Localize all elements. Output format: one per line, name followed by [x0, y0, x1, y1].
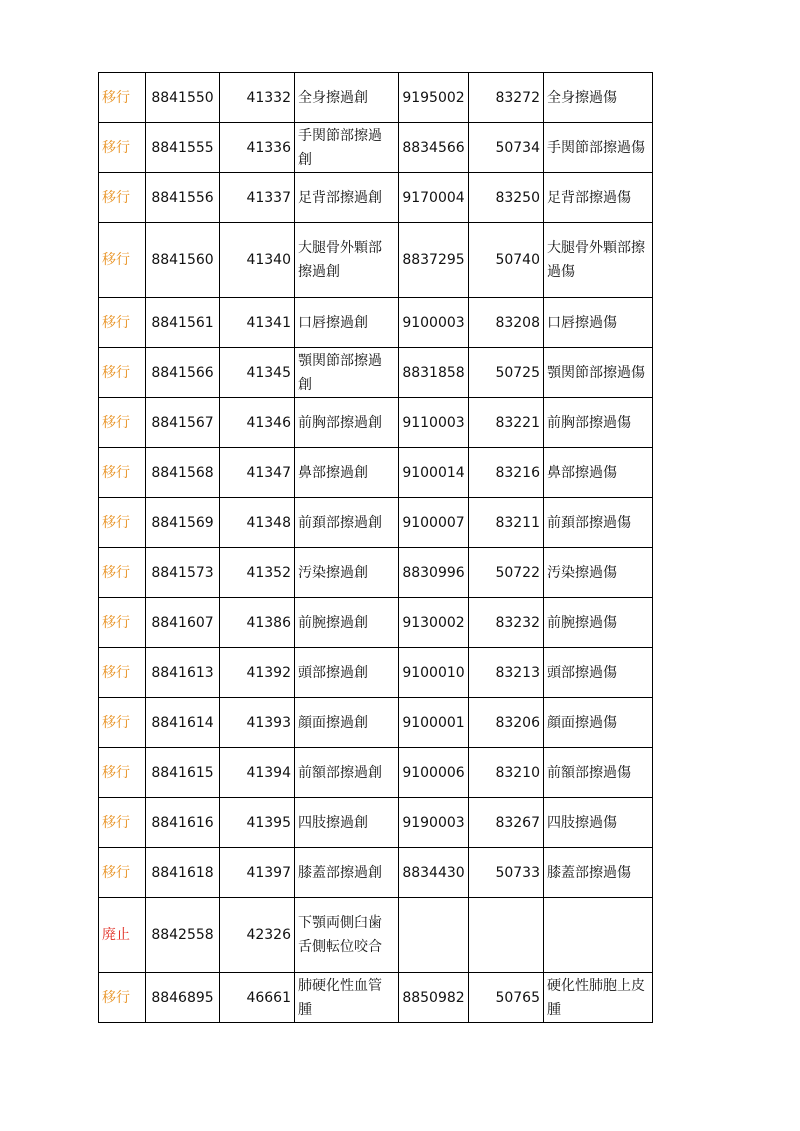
- cell-new-num: 50722: [469, 548, 544, 598]
- cell-old-code: 8841550: [146, 73, 220, 123]
- cell-old-num: 41352: [220, 548, 295, 598]
- cell-status: 移行: [99, 598, 146, 648]
- cell-old-code: 8846895: [146, 973, 220, 1023]
- cell-old-code: 8841561: [146, 298, 220, 348]
- cell-status: 廃止: [99, 898, 146, 973]
- table-row: [99, 448, 653, 498]
- cell-new-code: 9100006: [399, 748, 469, 798]
- code-mapping-table: [98, 72, 653, 1023]
- table-row: [99, 348, 653, 398]
- cell-new-code: 8830996: [399, 548, 469, 598]
- cell-old-name: 前額部擦過創: [295, 748, 399, 798]
- cell-old-code: 8841573: [146, 548, 220, 598]
- cell-old-num: 41340: [220, 223, 295, 298]
- cell-new-name: 大腿骨外顆部擦過傷: [544, 223, 653, 298]
- cell-new-num: 83206: [469, 698, 544, 748]
- table-row: [99, 798, 653, 848]
- cell-new-code: [399, 898, 469, 973]
- table-row: [99, 973, 653, 1023]
- cell-new-num: 50740: [469, 223, 544, 298]
- cell-old-name: 口唇擦過創: [295, 298, 399, 348]
- cell-old-num: 41346: [220, 398, 295, 448]
- cell-old-code: 8841615: [146, 748, 220, 798]
- cell-old-num: 41336: [220, 123, 295, 173]
- cell-old-num: 41393: [220, 698, 295, 748]
- cell-status: 移行: [99, 798, 146, 848]
- cell-old-num: 41337: [220, 173, 295, 223]
- cell-old-name: 前腕擦過創: [295, 598, 399, 648]
- cell-old-code: 8841556: [146, 173, 220, 223]
- table-row: [99, 223, 653, 298]
- cell-old-num: 41345: [220, 348, 295, 398]
- cell-status: 移行: [99, 973, 146, 1023]
- cell-old-name: 大腿骨外顆部擦過創: [295, 223, 399, 298]
- cell-old-num: 41348: [220, 498, 295, 548]
- cell-new-name: 硬化性肺胞上皮腫: [544, 973, 653, 1023]
- cell-new-name: [544, 898, 653, 973]
- cell-new-num: 83210: [469, 748, 544, 798]
- cell-old-name: 汚染擦過創: [295, 548, 399, 598]
- cell-new-code: 9100001: [399, 698, 469, 748]
- table-row: [99, 173, 653, 223]
- cell-old-code: 8841569: [146, 498, 220, 548]
- cell-new-name: 口唇擦過傷: [544, 298, 653, 348]
- cell-status: 移行: [99, 348, 146, 398]
- cell-new-code: 9100003: [399, 298, 469, 348]
- cell-new-num: 83221: [469, 398, 544, 448]
- cell-new-num: 50733: [469, 848, 544, 898]
- cell-new-code: 8831858: [399, 348, 469, 398]
- cell-old-name: 鼻部擦過創: [295, 448, 399, 498]
- cell-old-name: 四肢擦過創: [295, 798, 399, 848]
- table-body: [99, 73, 653, 1023]
- cell-old-num: 41395: [220, 798, 295, 848]
- cell-old-name: 前胸部擦過創: [295, 398, 399, 448]
- cell-new-name: 汚染擦過傷: [544, 548, 653, 598]
- cell-new-name: 四肢擦過傷: [544, 798, 653, 848]
- cell-new-code: 9100007: [399, 498, 469, 548]
- cell-new-name: 前胸部擦過傷: [544, 398, 653, 448]
- cell-new-code: 9110003: [399, 398, 469, 448]
- cell-new-num: 83272: [469, 73, 544, 123]
- cell-new-code: 9100010: [399, 648, 469, 698]
- cell-status: 移行: [99, 648, 146, 698]
- cell-status: 移行: [99, 123, 146, 173]
- cell-status: 移行: [99, 298, 146, 348]
- cell-old-num: 41347: [220, 448, 295, 498]
- cell-new-code: 8834566: [399, 123, 469, 173]
- cell-status: 移行: [99, 223, 146, 298]
- cell-new-name: 足背部擦過傷: [544, 173, 653, 223]
- cell-old-code: 8841560: [146, 223, 220, 298]
- table-row: [99, 73, 653, 123]
- cell-old-code: 8841607: [146, 598, 220, 648]
- table-row: [99, 498, 653, 548]
- cell-new-name: 前腕擦過傷: [544, 598, 653, 648]
- cell-old-num: 41341: [220, 298, 295, 348]
- cell-old-num: 46661: [220, 973, 295, 1023]
- cell-old-code: 8841616: [146, 798, 220, 848]
- table-row: [99, 398, 653, 448]
- cell-new-code: 8834430: [399, 848, 469, 898]
- cell-old-code: 8841567: [146, 398, 220, 448]
- cell-old-name: 下顎両側臼歯舌側転位咬合: [295, 898, 399, 973]
- cell-new-name: 全身擦過傷: [544, 73, 653, 123]
- table-row: [99, 298, 653, 348]
- cell-new-name: 顔面擦過傷: [544, 698, 653, 748]
- cell-new-code: 9170004: [399, 173, 469, 223]
- cell-new-name: 前額部擦過傷: [544, 748, 653, 798]
- cell-status: 移行: [99, 698, 146, 748]
- cell-new-name: 前頚部擦過傷: [544, 498, 653, 548]
- cell-old-num: 41386: [220, 598, 295, 648]
- cell-new-code: 8837295: [399, 223, 469, 298]
- cell-status: 移行: [99, 498, 146, 548]
- cell-old-code: 8841555: [146, 123, 220, 173]
- cell-new-code: 9190003: [399, 798, 469, 848]
- cell-new-code: 8850982: [399, 973, 469, 1023]
- cell-new-code: 9100014: [399, 448, 469, 498]
- cell-new-num: [469, 898, 544, 973]
- cell-new-name: 鼻部擦過傷: [544, 448, 653, 498]
- cell-status: 移行: [99, 448, 146, 498]
- cell-new-num: 50765: [469, 973, 544, 1023]
- cell-old-name: 顎関節部擦過創: [295, 348, 399, 398]
- cell-old-name: 頭部擦過創: [295, 648, 399, 698]
- table-row: [99, 548, 653, 598]
- cell-new-num: 50725: [469, 348, 544, 398]
- cell-status: 移行: [99, 173, 146, 223]
- cell-old-num: 42326: [220, 898, 295, 973]
- cell-new-num: 50734: [469, 123, 544, 173]
- cell-old-num: 41332: [220, 73, 295, 123]
- cell-old-name: 膝蓋部擦過創: [295, 848, 399, 898]
- cell-new-num: 83267: [469, 798, 544, 848]
- cell-status: 移行: [99, 73, 146, 123]
- cell-new-num: 83208: [469, 298, 544, 348]
- table-row: [99, 648, 653, 698]
- cell-new-name: 顎関節部擦過傷: [544, 348, 653, 398]
- cell-new-num: 83213: [469, 648, 544, 698]
- cell-old-code: 8841568: [146, 448, 220, 498]
- cell-new-code: 9195002: [399, 73, 469, 123]
- cell-status: 移行: [99, 748, 146, 798]
- cell-old-code: 8841566: [146, 348, 220, 398]
- cell-new-num: 83216: [469, 448, 544, 498]
- table-row: [99, 898, 653, 973]
- table-row: [99, 748, 653, 798]
- cell-status: 移行: [99, 848, 146, 898]
- cell-new-num: 83232: [469, 598, 544, 648]
- cell-old-num: 41394: [220, 748, 295, 798]
- table-row: [99, 123, 653, 173]
- cell-old-name: 全身擦過創: [295, 73, 399, 123]
- cell-old-name: 手関節部擦過創: [295, 123, 399, 173]
- cell-new-name: 手関節部擦過傷: [544, 123, 653, 173]
- cell-new-num: 83211: [469, 498, 544, 548]
- table-row: [99, 598, 653, 648]
- cell-old-code: 8841618: [146, 848, 220, 898]
- cell-old-name: 肺硬化性血管腫: [295, 973, 399, 1023]
- cell-old-code: 8842558: [146, 898, 220, 973]
- cell-status: 移行: [99, 398, 146, 448]
- cell-old-name: 顔面擦過創: [295, 698, 399, 748]
- table-row: [99, 848, 653, 898]
- cell-old-name: 前頚部擦過創: [295, 498, 399, 548]
- cell-old-name: 足背部擦過創: [295, 173, 399, 223]
- cell-old-num: 41397: [220, 848, 295, 898]
- cell-old-num: 41392: [220, 648, 295, 698]
- cell-status: 移行: [99, 548, 146, 598]
- table-row: [99, 698, 653, 748]
- cell-old-code: 8841613: [146, 648, 220, 698]
- cell-new-name: 頭部擦過傷: [544, 648, 653, 698]
- cell-new-name: 膝蓋部擦過傷: [544, 848, 653, 898]
- cell-new-num: 83250: [469, 173, 544, 223]
- cell-new-code: 9130002: [399, 598, 469, 648]
- cell-old-code: 8841614: [146, 698, 220, 748]
